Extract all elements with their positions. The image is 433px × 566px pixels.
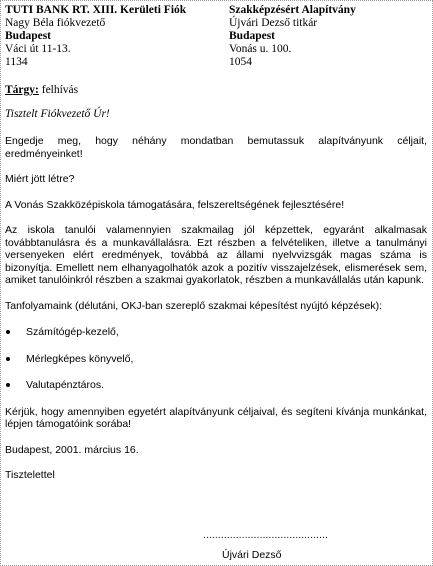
sender-address (5, 4, 186, 69)
signature-dotted-line: .......................................... (203, 530, 329, 541)
list-item (5, 353, 427, 366)
sender-org: TUTI BANK RT. XIII. Kerületi Fiók (5, 4, 187, 16)
recipient-org: Szakképzésért Alapítvány (229, 4, 356, 16)
request-paragraph: Kérjük, hogy amennyiben egyetért alapítványunk céljaival, és segíteni kívánja munkánkat, lépjen támogatóink sorába! (5, 405, 427, 430)
date-line: Budapest, 2001. március 16. (5, 443, 139, 456)
recipient-street: Vonás u. 100. (229, 43, 292, 55)
salutation: Tisztelt Fiókvezető Úr! (5, 108, 110, 120)
recipient-zip: 1054 (229, 56, 252, 68)
recipient-person: Újvári Dezső titkár (229, 17, 318, 29)
list-item-label: Valutapénztáros. (26, 379, 105, 391)
sender-street: Váci út 11-13. (5, 43, 71, 55)
list-item-label: Számítógép-kezelő, (26, 326, 119, 338)
subject-line (5, 84, 78, 97)
intro-paragraph: Engedje meg, hogy néhány mondatban bemutassuk alapítványunk céljait, eredményeinket! (5, 135, 427, 160)
signature-name: Újvári Dezső (222, 549, 282, 561)
sender-person: Nagy Béla fiókvezető (5, 17, 106, 29)
recipient-address (229, 4, 356, 69)
recipient-city: Budapest (229, 30, 276, 42)
bullet-icon (6, 330, 10, 334)
question-paragraph: Miért jött létre? (5, 173, 75, 185)
courses-intro-paragraph: Tanfolyamaink (délutáni, OKJ-ban szereplő szakmai képesítést nyújtó képzések): (5, 299, 383, 312)
sender-zip: 1134 (5, 56, 28, 68)
list-item (5, 379, 427, 392)
subject-text: felhívás (38, 84, 79, 96)
closing-line: Tisztelettel (5, 469, 55, 481)
list-item (5, 326, 427, 339)
courses-list (5, 326, 427, 392)
bullet-icon (6, 357, 10, 361)
list-item-label: Mérlegképes könyvelő, (26, 352, 134, 365)
purpose-paragraph: A Vonás Szakközépiskola támogatására, felszereltségének fejlesztésére! (5, 198, 345, 211)
bullet-icon (6, 383, 10, 387)
letter-body (5, 135, 427, 482)
sender-city: Budapest (5, 30, 52, 42)
subject-label: Tárgy: (5, 84, 39, 96)
students-paragraph: Az iskola tanulói valamennyien szakmailag jól képzettek, egyaránt alkalmasak továbbtanulásra és a munkavállalásra. Ezt részben a felvételiken, illetve a tanulmányi versenyeken elért eredmények, továbbá az állami nyelvvizsgák magas száma is bizonyítja. Emellett nem elhanyagolhatók azok a pozitív visszajelzések, elismerések sem, amiket tanulóinkról részben a szakmai gyakorlatok, részben a munkavállalás után kapunk. (5, 224, 427, 286)
